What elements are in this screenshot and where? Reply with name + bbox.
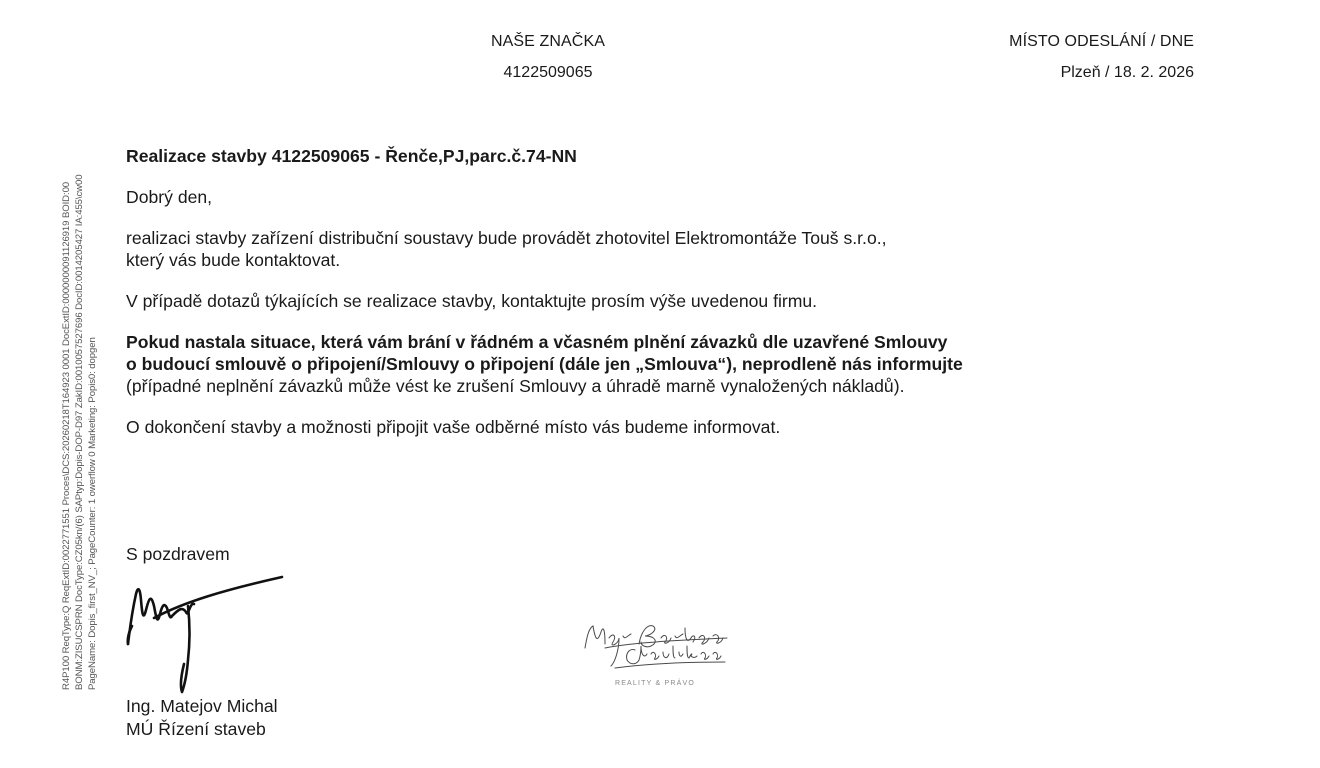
reference-label: NAŠE ZNAČKA	[490, 33, 605, 50]
reference-value: 4122509065	[503, 64, 593, 81]
side-metadata-line: PageName: Dopis_first_NV_; PageCounter: 1 owerflow 0 Marketing: Popis0: dopgen	[87, 337, 98, 690]
side-metadata-line: BONM:ZISUCSPRN DocType:CZ05kn/(6) SAPtyp:Dopis-DOP-D97 ZakID:0010057527696 DocID:0014205427 IA:455\cw00	[74, 174, 85, 690]
reference-block	[478, 32, 618, 83]
paragraph-bold-line: o budoucí smlouvě o připojení/Smlouvy o připojení (dále jen „Smlouva“), neprodleně nás informujte	[126, 354, 963, 374]
stamp-script-icon	[575, 618, 735, 680]
stamp-subtitle: REALITY & PRÁVO	[614, 680, 696, 687]
letter-body	[126, 145, 1206, 457]
paragraph-normal-line: (případné neplnění závazků může vést ke zrušení Smlouvy a úhradě marně vynaložených nákladů).	[126, 376, 905, 396]
letter-paragraph-questions: V případě dotazů týkajících se realizace stavby, kontaktujte prosím výše uvedenou firmu.	[126, 291, 818, 311]
paragraph-line: realizaci stavby zařízení distribuční soustavy bude provádět zhotovitel Elektromontáže Touš s.r.o.,	[126, 228, 887, 248]
letter-paragraph-obligations	[126, 331, 1206, 397]
paragraph-line: který vás bude kontaktovat.	[126, 250, 341, 270]
handwritten-signature	[124, 572, 289, 702]
side-metadata-line: R4P100 ReqType:Q ReqExtID:0022771551 Proces\DCS:20260218T164923 0001 DocExtID:0000000091126919 BOID:00	[61, 181, 72, 690]
side-metadata	[0, 0, 120, 768]
letter-paragraph-completion: O dokončení stavby a možnosti připojit vaše odběrné místo vás budeme informovat.	[126, 417, 781, 437]
signer-block	[126, 695, 278, 741]
signer-department: MÚ Řízení staveb	[126, 719, 266, 739]
paragraph-bold-line: Pokud nastala situace, která vám brání v řádném a včasném plnění závazků dle uzavřené Smlouvy	[126, 332, 948, 352]
place-date-value: Plzeň / 18. 2. 2026	[1060, 64, 1194, 81]
letter-paragraph-contractor	[126, 227, 1206, 271]
place-date-label: MÍSTO ODESLÁNÍ / DNE	[1009, 33, 1194, 50]
place-date-block	[1009, 32, 1194, 83]
letter-closing: S pozdravem	[126, 544, 230, 564]
watermark-stamp	[575, 618, 735, 693]
letter-greeting: Dobrý den,	[126, 187, 213, 207]
signer-name: Ing. Matejov Michal	[126, 696, 278, 716]
letter-subject: Realizace stavby 4122509065 - Řenče,PJ,parc.č.74-NN	[126, 146, 577, 166]
